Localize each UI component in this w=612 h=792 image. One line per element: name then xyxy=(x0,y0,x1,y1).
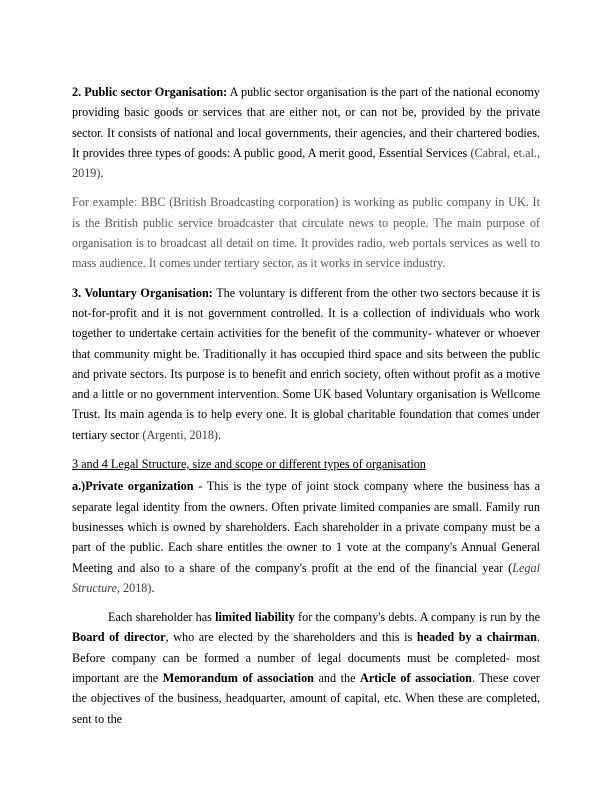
voluntary-body: The voluntary is different from the other two sectors because it is not-for-profit and it is not government controlled. It is a collection of individuals who work together to undertake certain activities for the benefit of the community- whatever or whoever that community might be. Traditionally it has occupied third space and sits between the public and private sectors. Its purpose is to benefit and enrich society, often without profit as a motive and a little or no government intervention. Some UK based Voluntary organisation is Wellcome Trust. Its main agenda is to help every one. It is global charitable foundation that comes under tertiary sector xyxy=(72,285,541,442)
bbc-example-paragraph: For example: BBC (British Broadcasting corporation) is working as public company in UK. It is the British public service broadcaster that circulate news to people. The main purpose of organisation is to broadcast all detail on time. It provides radio, web portals services as well to mass audience. It comes under tertiary sector, as it works in service industry. xyxy=(72,195,540,271)
document-body xyxy=(72,82,540,729)
legal-structure-heading-text: 3 and 4 Legal Structure, size and scope or different types of organisation xyxy=(72,457,426,472)
memorandum-term: Memorandum of association xyxy=(162,671,314,686)
limited-liability-term: limited liability xyxy=(215,610,295,625)
voluntary-paragraph xyxy=(72,283,540,445)
voluntary-end: . xyxy=(218,427,222,442)
shareholder-text-2: for the company's debts. A company is run by the xyxy=(294,610,541,625)
voluntary-citation: (Argenti, 2018) xyxy=(142,427,218,442)
legal-structure-heading xyxy=(72,454,540,474)
shareholder-paragraph xyxy=(72,607,540,729)
private-org-citation-italic: Legal Structure xyxy=(72,560,540,595)
private-org-prefix: a.) xyxy=(72,479,86,494)
shareholder-text-4: . Before company can be formed a number of legal documents must be completed- most important are the xyxy=(72,630,540,686)
public-sector-citation: (Cabral, et.al., 2019) xyxy=(72,145,540,181)
private-org-heading: Private organization xyxy=(85,479,194,494)
shareholder-text-5: and the xyxy=(313,671,361,686)
public-sector-heading: 2. Public sector Organisation: xyxy=(72,85,228,99)
shareholder-text-1: Each shareholder has xyxy=(108,610,216,625)
public-sector-body: A public sector organisation is the part of the national economy providing basic goods or services that are either not, or can not be, provided by the private sector. It consists of national and local governments, their agencies, and their chartered bodies. It provides three types of goods: A public good, A merit good, Essential Services xyxy=(72,85,541,160)
shareholder-text-3: , who are elected by the shareholders and this is xyxy=(165,630,417,645)
public-sector-paragraph xyxy=(72,82,540,183)
public-sector-end: . xyxy=(100,166,104,181)
private-org-paragraph xyxy=(72,476,540,598)
headed-by-chairman-term: headed by a chairman xyxy=(416,630,537,645)
board-of-director-term: Board of director xyxy=(72,630,166,645)
private-org-end: . xyxy=(151,580,155,595)
private-org-body: - This is the type of joint stock company where the business has a separate legal identity from the owners. Often private limited companies are small. Family run businesses which is owned by shareholders. Each shareholder in a private company must be a part of the public. Each share entitles the owner to 1 vote at the company's Annual General Meeting and also to a share of the company's profit at the end of the financial year ( xyxy=(72,479,540,575)
voluntary-heading: 3. Voluntary Organisation: xyxy=(72,285,213,300)
article-of-association-term: Article of association xyxy=(360,671,472,686)
shareholder-text-6: . These cover the objectives of the business, headquarter, amount of capital, etc. When these are completed, sent to the xyxy=(72,671,540,726)
private-org-citation-rest: , 2018) xyxy=(116,580,152,595)
